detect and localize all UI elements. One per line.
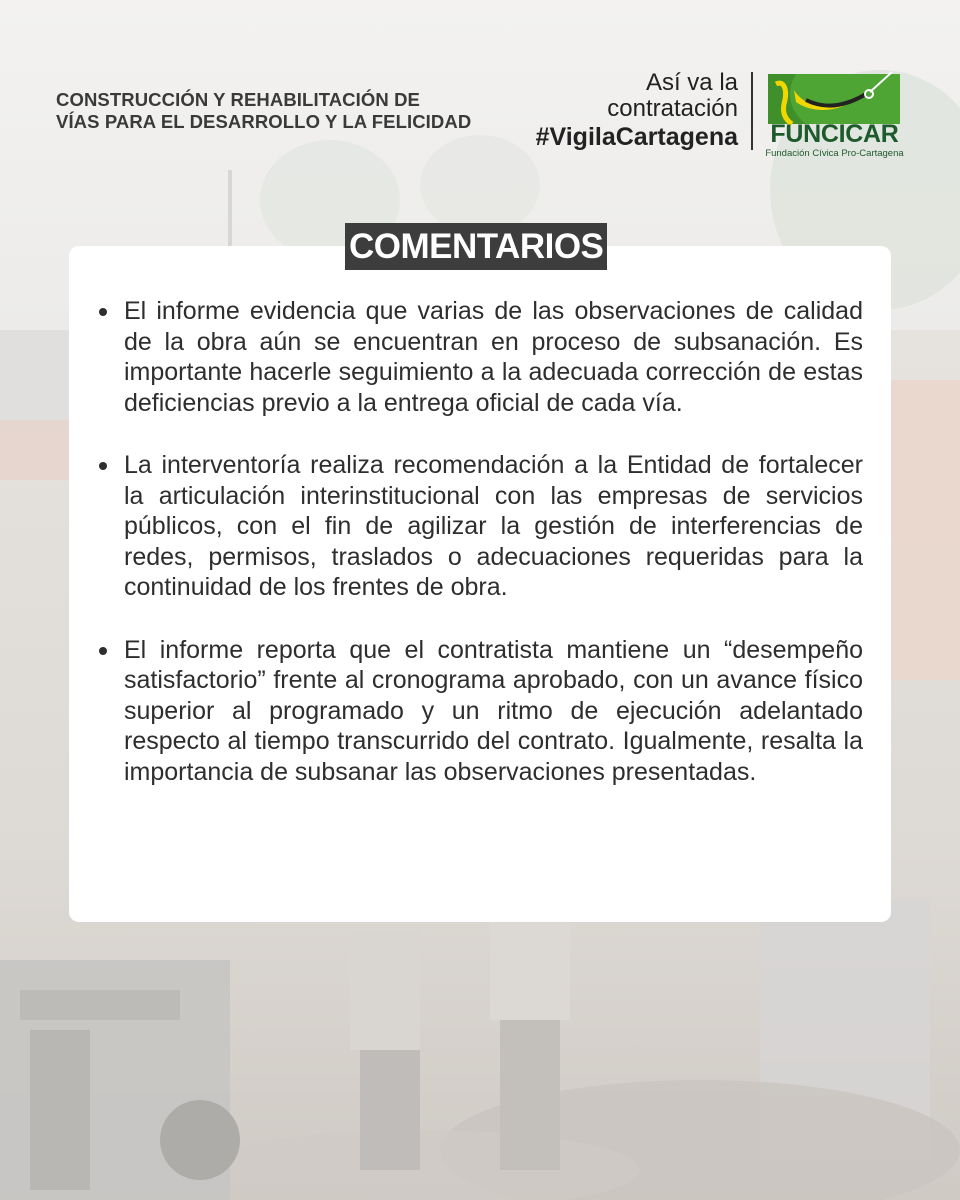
tagline-line-1: Así va la: [645, 69, 738, 96]
funcicar-logo: [762, 68, 907, 158]
comments-list: [124, 296, 863, 819]
tagline-hashtag: #VigilaCartagena: [535, 123, 738, 151]
logo-name: FUNCICAR: [770, 120, 899, 148]
project-title-line-1: CONSTRUCCIÓN Y REHABILITACIÓN DE: [56, 89, 420, 110]
comment-item: El informe reporta que el contratista mantiene un “desempeño satisfactorio” frente al cronograma aprobado, con un avance físico superior al programado y un ritmo de ejecución adelantado respecto al tiempo transcurrido del contrato. Igualmente, resalta la importancia de subsanar las observaciones presentadas.: [124, 635, 863, 786]
project-title: [56, 89, 496, 133]
logo-subtitle: Fundación Cívica Pro-Cartagena: [765, 148, 904, 159]
tagline-line-2: contratación: [607, 95, 738, 122]
section-title: COMENTARIOS: [345, 223, 607, 270]
comment-item: El informe evidencia que varias de las observaciones de calidad de la obra aún se encuentran en proceso de subsanación. Es importante hacerle seguimiento a la adecuada corrección de estas deficiencias previo a la entrega oficial de cada vía.: [124, 297, 863, 417]
project-title-line-2: VÍAS PARA EL DESARROLLO Y LA FELICIDAD: [56, 111, 472, 132]
header-divider: [751, 72, 753, 150]
campaign-tagline: [500, 70, 738, 152]
comment-item: La interventoría realiza recomendación a la Entidad de fortalecer la articulación interinstitucional con las empresas de servicios públicos, con el fin de agilizar la gestión de interferencias de redes, permisos, traslados o adecuaciones requeridas para la continuidad de los frentes de obra.: [124, 451, 863, 601]
